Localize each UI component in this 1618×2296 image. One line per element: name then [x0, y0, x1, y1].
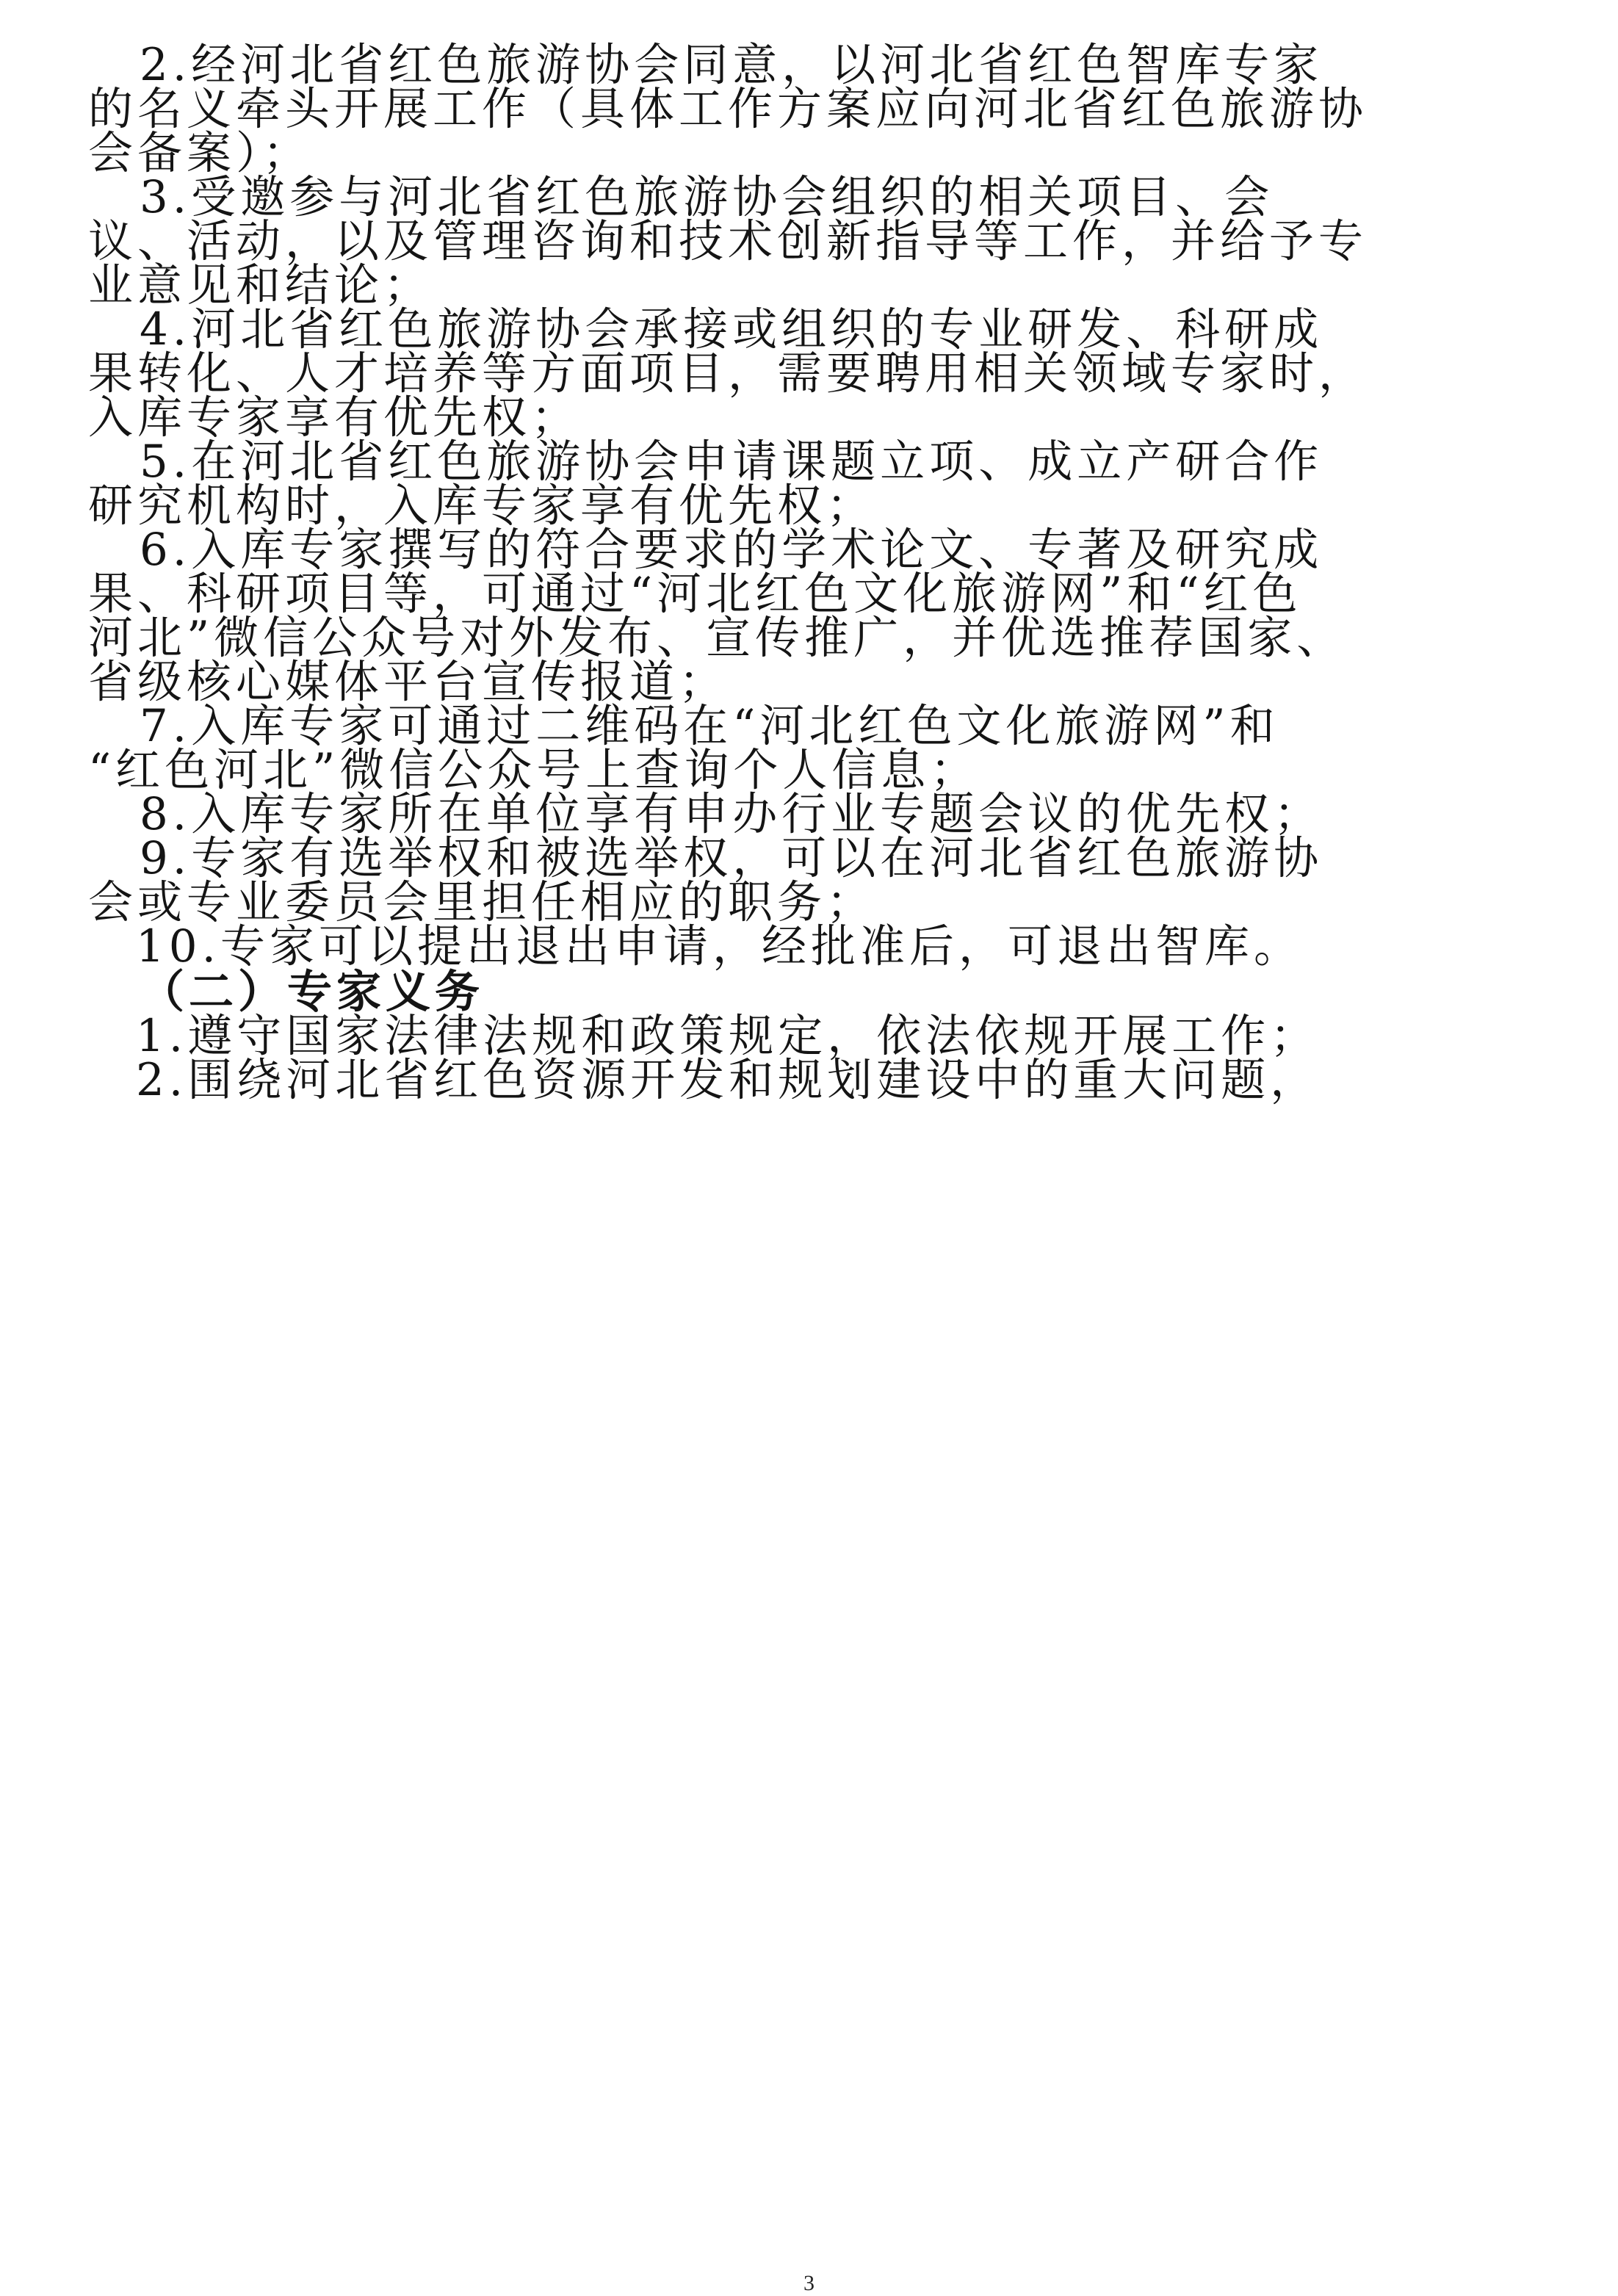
text-line: 的名义牵头开展工作（具体工作方案应向河北省红色旅游协: [88, 83, 1368, 135]
text-line: 6.入库专家撰写的符合要求的学术论文、专著及研究成: [140, 524, 1323, 576]
text-line: 2.经河北省红色旅游协会同意，以河北省红色智库专家: [140, 39, 1323, 91]
text-line: 4.河北省红色旅游协会承接或组织的专业研发、科研成: [140, 303, 1323, 355]
text-line: 省级核心媒体平台宣传报道；: [88, 656, 729, 708]
text-line: 研究机构时，入库专家享有优先权；: [88, 480, 876, 532]
section-title: （二）专家义务: [140, 966, 485, 1018]
text-line: 果、科研项目等，可通过“河北红色文化旅游网”和“红色: [88, 568, 1302, 620]
text-line: 7.入库专家可通过二维码在“河北红色文化旅游网”和: [140, 700, 1279, 752]
text-line: 9.专家有选举权和被选举权，可以在河北省红色旅游协: [140, 832, 1323, 884]
text-line: 2.围绕河北省红色资源开发和规划建设中的重大问题，: [136, 1054, 1320, 1106]
text-line: 入库专家享有优先权；: [88, 391, 581, 444]
text-line: “红色河北”微信公众号上查询个人信息；: [88, 744, 980, 796]
text-line: 河北”微信公众号对外发布、宣传推广，并优选推荐国家、: [88, 612, 1346, 664]
text-line: 5.在河北省红色旅游协会申请课题立项、成立产研合作: [140, 436, 1323, 488]
text-line: 业意见和结论；: [88, 259, 433, 311]
text-line: 会或专业委员会里担任相应的职务；: [88, 876, 876, 928]
text-line: 议、活动，以及管理咨询和技术创新指导等工作，并给予专: [88, 215, 1368, 267]
text-line: 果转化、人才培养等方面项目，需要聘用相关领域专家时，: [88, 347, 1368, 400]
text-line: 3.受邀参与河北省红色旅游协会组织的相关项目、会: [140, 171, 1274, 223]
text-line: 1.遵守国家法律法规和政策规定，依法依规开展工作；: [136, 1010, 1320, 1062]
text-line: 8.入库专家所在单位享有申办行业专题会议的优先权；: [140, 788, 1323, 840]
text-line: 会备案）；: [88, 127, 312, 179]
page-number: 3: [803, 2271, 815, 2295]
text-line: 10.专家可以提出退出申请，经批准后，可退出智库。: [136, 920, 1304, 972]
